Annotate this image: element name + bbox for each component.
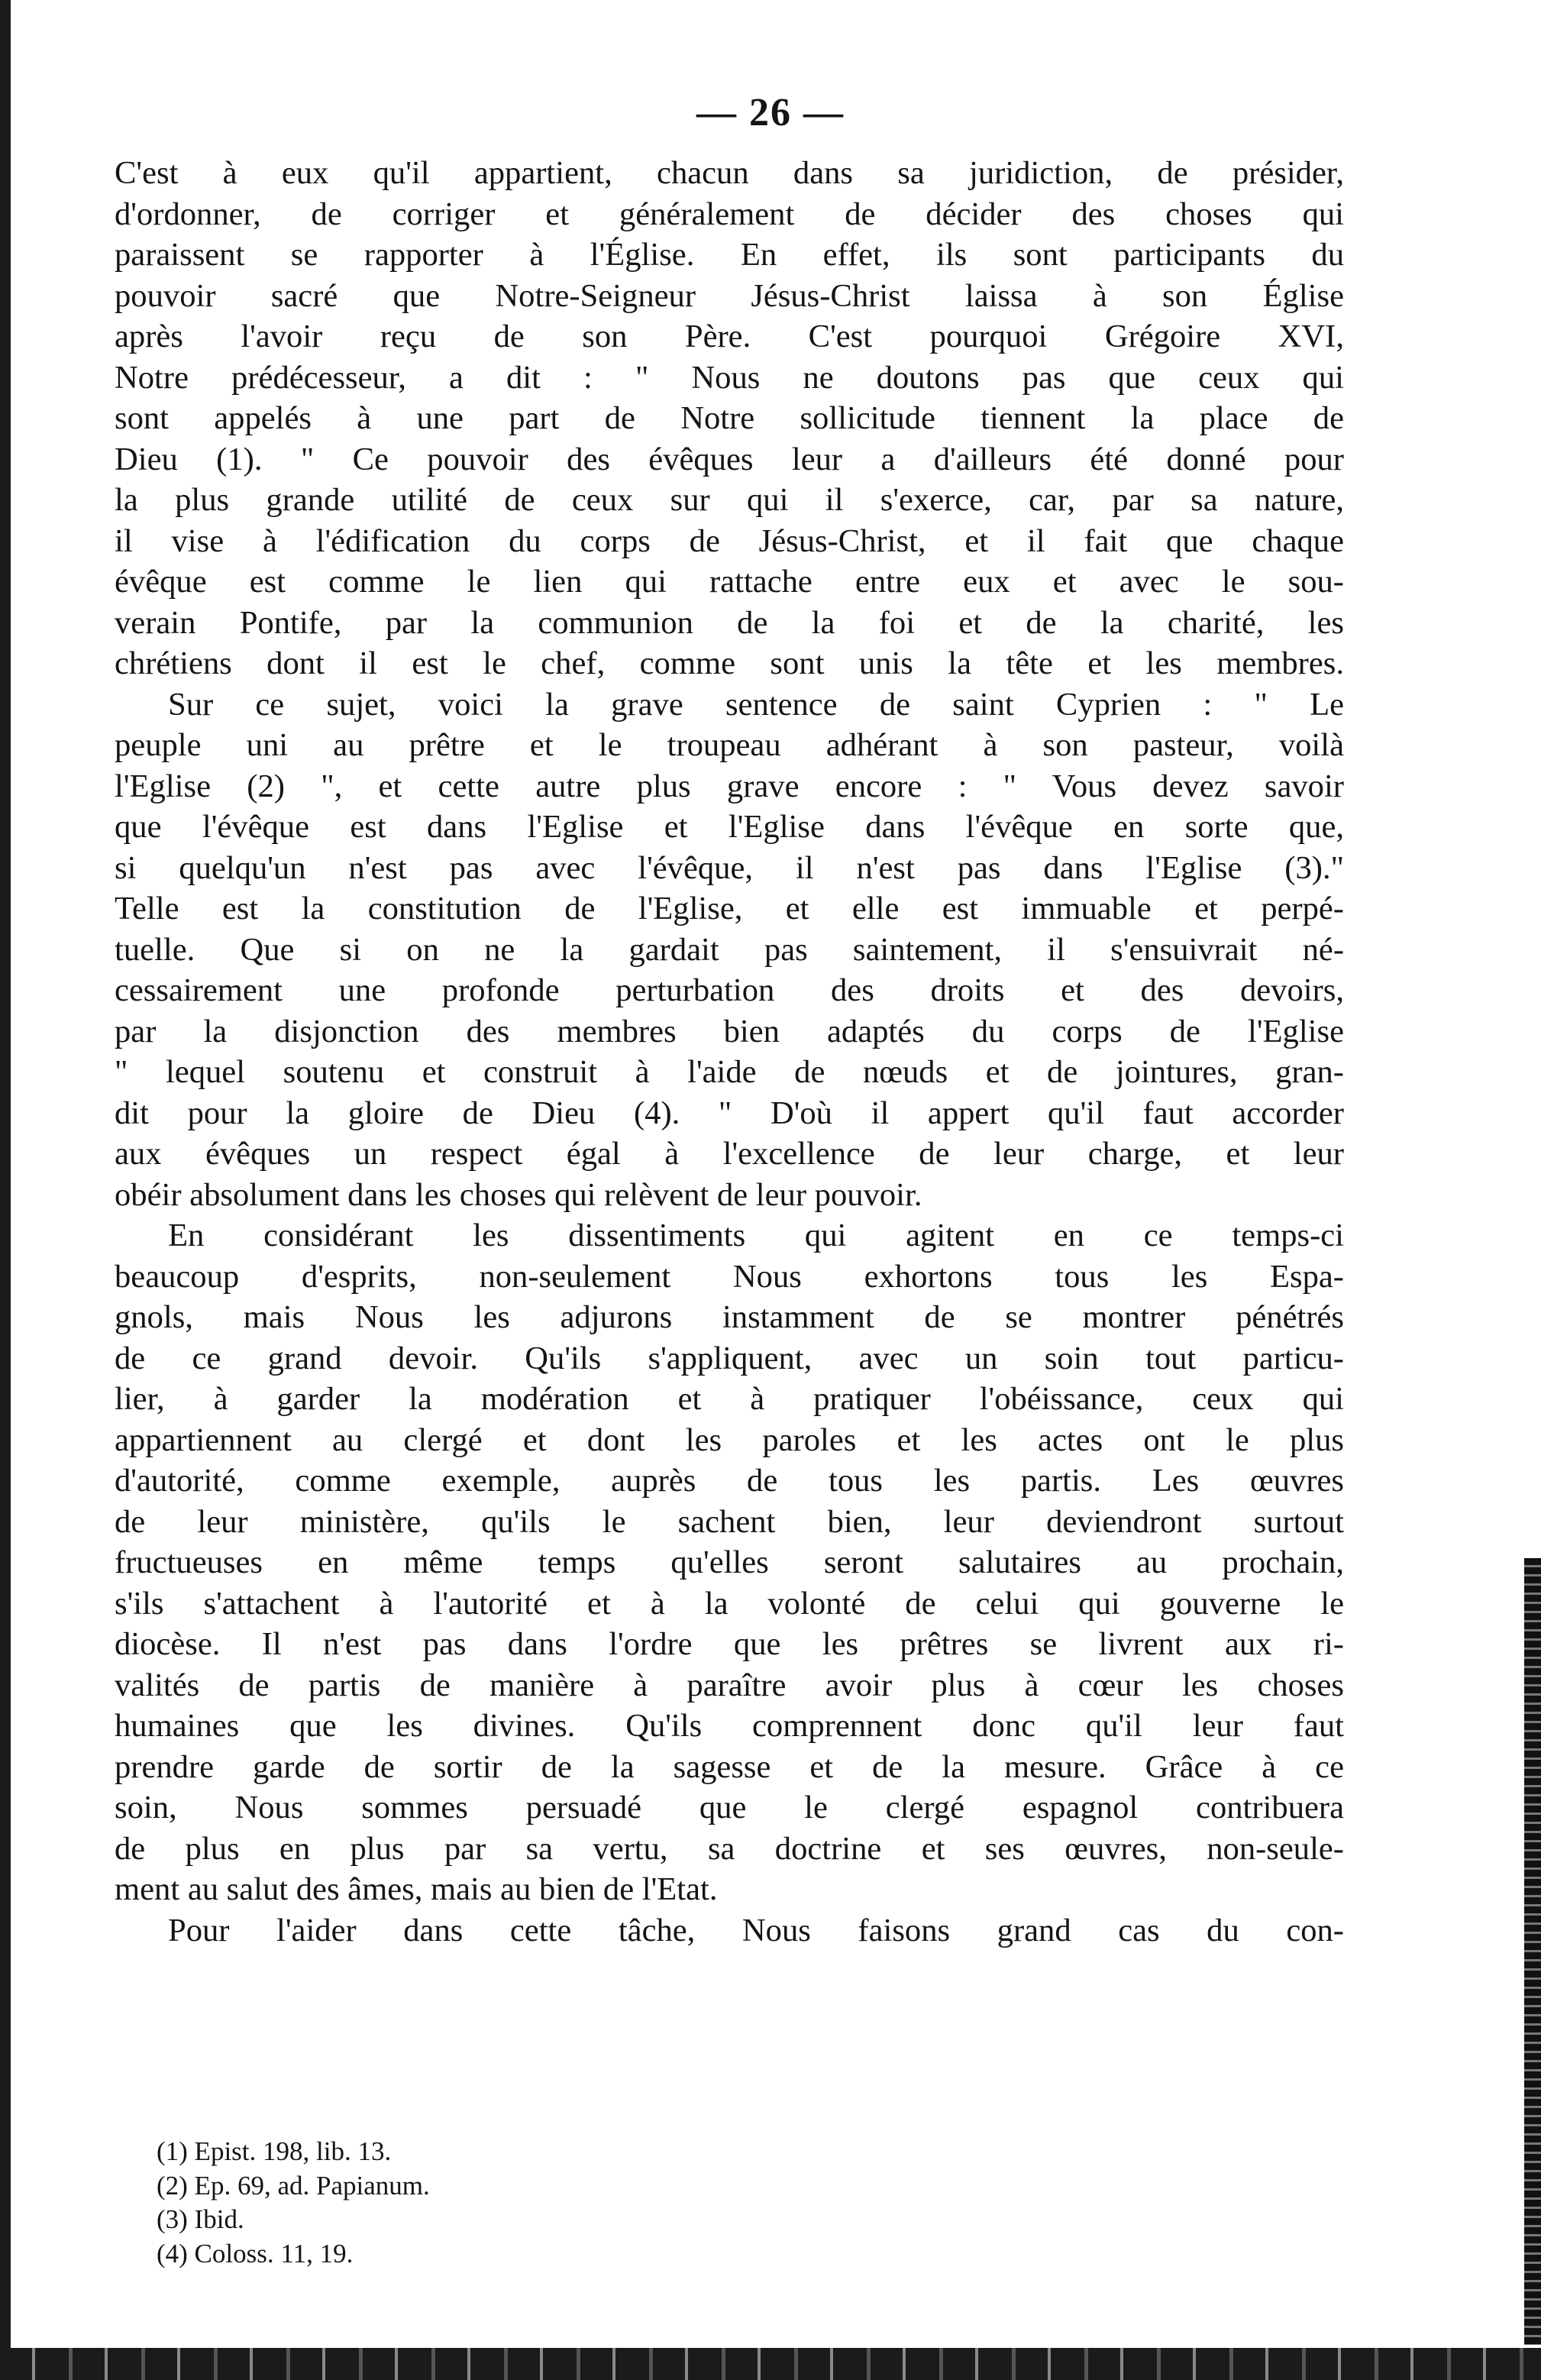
text-line: d'autorité, comme exemple, auprès de tous les partis. Les œuvres [115, 1463, 1344, 1499]
text-line: valités de partis de manière à paraître avoir plus à cœur les choses [115, 1667, 1344, 1703]
text-line: aux évêques un respect égal à l'excellence de leur charge, et leur [115, 1136, 1344, 1172]
text-line: tuelle. Que si on ne la gardait pas saintement, il s'ensuivrait né- [115, 931, 1344, 968]
text-line: s'ils s'attachent à l'autorité et à la volonté de celui qui gouverne le [115, 1585, 1344, 1622]
text-line: Telle est la constitution de l'Eglise, et elle est immuable et perpé- [115, 891, 1344, 926]
text-line: appartiennent au clergé et dont les paroles et les actes ont le plus [115, 1421, 1344, 1458]
text-line: chrétiens dont il est le chef, comme sont unis la tête et les membres. [115, 645, 1344, 681]
text-line: soin, Nous sommes persuadé que le clergé espagnol contribuera [115, 1790, 1344, 1825]
text-line: si quelqu'un n'est pas avec l'évêque, il n'est pas dans l'Eglise (3)." [115, 849, 1344, 886]
paragraph-3 [115, 1215, 1344, 1910]
footnote-3: (3) Ibid. [157, 2204, 244, 2234]
text-line: après l'avoir reçu de son Père. C'est pourquoi Grégoire XVI, [115, 319, 1344, 354]
footnotes [157, 2135, 1073, 2271]
text-line: ment au salut des âmes, mais au bien de l'Etat. [115, 1871, 718, 1907]
scan-left-edge [0, 0, 11, 2380]
text-line: sont appelés à une part de Notre sollicitude tiennent la place de [115, 400, 1344, 436]
text-line: pouvoir sacré que Notre-Seigneur Jésus-Christ laissa à son Église [115, 277, 1344, 314]
footnote-1: (1) Epist. 198, lib. 13. [157, 2136, 392, 2166]
text-line: évêque est comme le lien qui rattache entre eux et avec le sou- [115, 564, 1344, 600]
text-line: beaucoup d'esprits, non-seulement Nous exhortons tous les Espa- [115, 1258, 1344, 1295]
text-line: d'ordonner, de corriger et généralement de décider des choses qui [115, 196, 1344, 232]
text-line: que l'évêque est dans l'Eglise et l'Eglise dans l'évêque en sorte que, [115, 809, 1344, 845]
paragraph-4 [115, 1910, 1344, 1952]
footnote-4: (4) Coloss. 11, 19. [157, 2238, 354, 2268]
text-line: En considérant les dissentiments qui agitent en ce temps-ci [168, 1217, 1344, 1253]
text-line: par la disjonction des membres bien adaptés du corps de l'Eglise [115, 1013, 1344, 1049]
text-line: Dieu (1). " Ce pouvoir des évêques leur a d'ailleurs été donné pour [115, 441, 1344, 477]
text-line: l'Eglise (2) ", et cette autre plus grave encore : " Vous devez savoir [115, 768, 1344, 804]
text-line: obéir absolument dans les choses qui relèvent de leur pouvoir. [115, 1176, 922, 1213]
text-line: lier, à garder la modération et à pratiquer l'obéissance, ceux qui [115, 1381, 1344, 1417]
text-line: prendre garde de sortir de la sagesse et de la mesure. Grâce à ce [115, 1748, 1344, 1785]
text-line: peuple uni au prêtre et le troupeau adhérant à son pasteur, voilà [115, 727, 1344, 763]
text-line: Sur ce sujet, voici la grave sentence de saint Cyprien : " Le [168, 686, 1344, 723]
body-text [115, 153, 1344, 1951]
paragraph-2 [115, 684, 1344, 1216]
footnote-2: (2) Ep. 69, ad. Papianum. [157, 2170, 430, 2201]
text-line: humaines que les divines. Qu'ils comprennent donc qu'il leur faut [115, 1708, 1344, 1744]
text-line: cessairement une profonde perturbation des droits et des devoirs, [115, 972, 1344, 1008]
scan-right-edge [1524, 1558, 1541, 2345]
page-number: — 26 — [696, 91, 845, 134]
text-line: Pour l'aider dans cette tâche, Nous faisons grand cas du con- [168, 1912, 1344, 1948]
scan-bottom-edge [0, 2348, 1541, 2380]
text-line: la plus grande utilité de ceux sur qui il s'exerce, car, par sa nature, [115, 482, 1344, 518]
text-line: verain Pontife, par la communion de la foi et de la charité, les [115, 604, 1344, 641]
text-line: dit pour la gloire de Dieu (4). " D'où il appert qu'il faut accorder [115, 1095, 1344, 1131]
text-line: " lequel soutenu et construit à l'aide de nœuds et de jointures, gran- [115, 1054, 1344, 1090]
text-line: diocèse. Il n'est pas dans l'ordre que les prêtres se livrent aux ri- [115, 1626, 1344, 1662]
text-line: de ce grand devoir. Qu'ils s'appliquent, avec un soin tout particu- [115, 1340, 1344, 1376]
text-line: fructueuses en même temps qu'elles seront salutaires au prochain, [115, 1544, 1344, 1580]
text-line: gnols, mais Nous les adjurons instamment de se montrer pénétrés [115, 1299, 1344, 1335]
text-line: il vise à l'édification du corps de Jésus-Christ, et il fait que chaque [115, 522, 1344, 559]
text-line: de leur ministère, qu'ils le sachent bien, leur deviendront surtout [115, 1503, 1344, 1540]
paragraph-1 [115, 153, 1344, 684]
text-line: C'est à eux qu'il appartient, chacun dans sa juridiction, de présider, [115, 155, 1344, 191]
text-line: paraissent se rapporter à l'Église. En effet, ils sont participants du [115, 237, 1344, 273]
text-line: de plus en plus par sa vertu, sa doctrine et ses œuvres, non-seule- [115, 1830, 1344, 1867]
text-line: Notre prédécesseur, a dit : " Nous ne doutons pas que ceux qui [115, 359, 1344, 396]
